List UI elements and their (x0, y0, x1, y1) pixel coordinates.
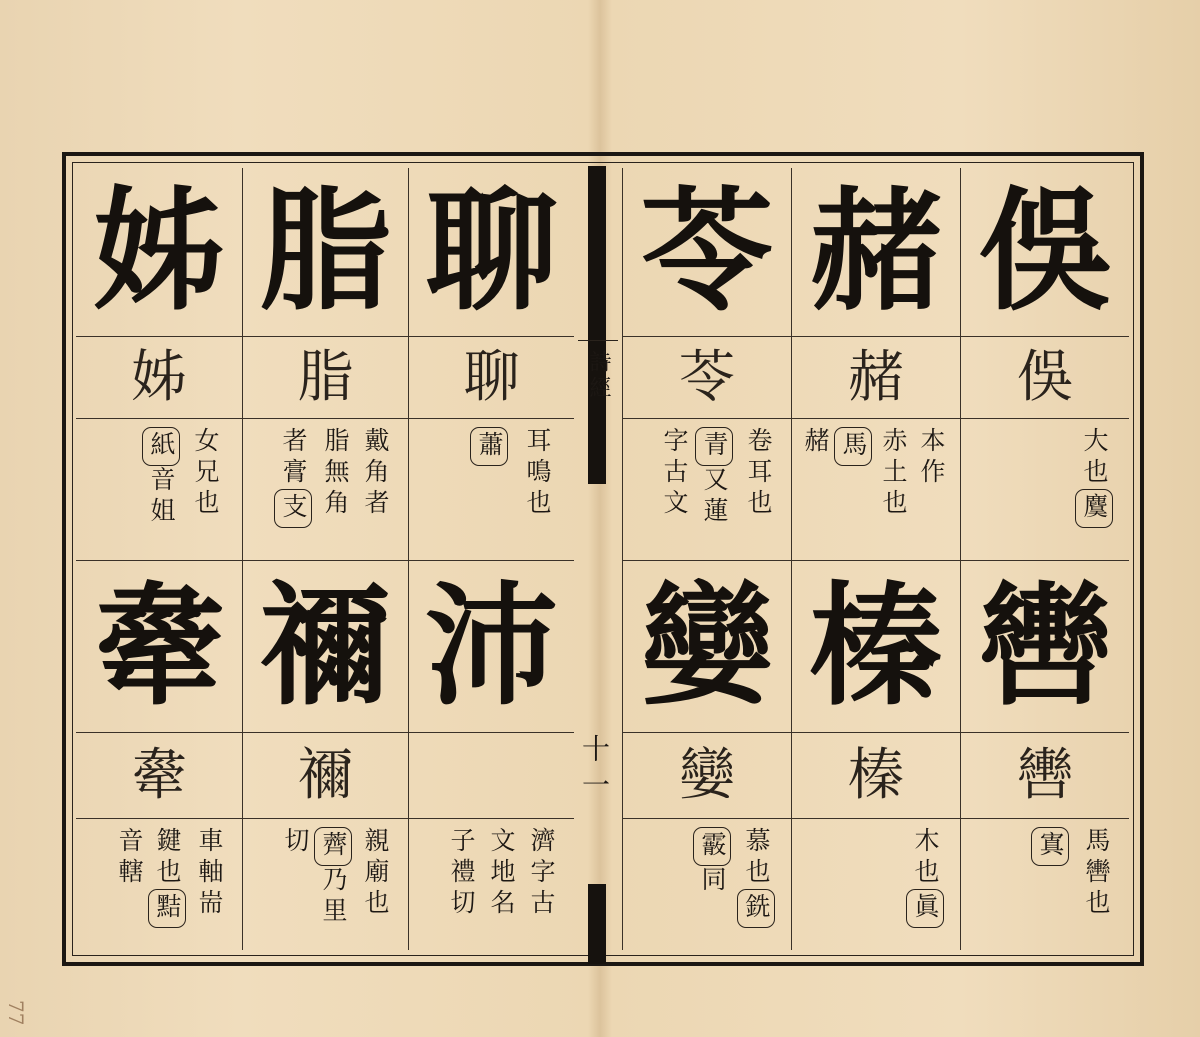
gloss-text: 本作 (917, 427, 946, 489)
gloss-text (470, 427, 508, 466)
seal-cell (242, 732, 408, 818)
headword: 舝 (93, 568, 225, 724)
gloss-text: 子禮切 (447, 827, 476, 920)
seal-cell (622, 336, 791, 418)
headword-cell (242, 168, 408, 336)
seal-script: 姊 (131, 344, 187, 410)
gloss-text: 鍵也黠 (148, 827, 186, 928)
gloss-text: 濟字古 (527, 827, 556, 920)
gloss-text: 脂無角 (321, 427, 350, 520)
rhyme-tag: 銑 (737, 889, 775, 928)
seal-script: 苓 (679, 344, 735, 410)
gloss-cell (622, 418, 791, 560)
seal-cell (408, 336, 574, 418)
rhyme-tag: 蕭 (470, 427, 508, 466)
rhyme-tag: 霰 (693, 827, 731, 866)
headword: 赭 (810, 174, 942, 329)
seal-script: 聊 (463, 344, 520, 410)
headword-cell (622, 560, 791, 732)
fold-black-bar-top (588, 166, 606, 484)
gloss-text: 音轄 (115, 827, 144, 889)
seal-cell (960, 732, 1129, 818)
headword: 俁 (979, 174, 1111, 329)
seal-script: 俁 (1017, 344, 1073, 410)
headword: 榛 (810, 568, 942, 724)
headword-cell (408, 168, 574, 336)
fold-marker (578, 340, 618, 341)
seal-script: 赭 (848, 344, 904, 410)
rhyme-tag: 麌 (1075, 489, 1113, 528)
rhyme-tag: 馬 (834, 427, 872, 466)
seal-cell (622, 732, 791, 818)
left-page (76, 168, 574, 950)
gloss-text: 戴角者 (361, 427, 390, 520)
headword-cell (960, 560, 1129, 732)
gloss-text: 馬轡也 (1082, 827, 1111, 920)
headword: 沛 (425, 568, 558, 724)
gloss-text: 木也眞 (906, 827, 944, 928)
gloss-text: 親廟也 (361, 827, 390, 920)
gloss-text: 者膏支 (274, 427, 312, 528)
headword-cell (791, 168, 960, 336)
gloss-cell (960, 818, 1129, 950)
seal-cell (76, 336, 242, 418)
gloss-text: 青又蓮 (695, 427, 733, 528)
book-title: 詩經 (586, 350, 611, 402)
headword-cell (960, 168, 1129, 336)
headword: 轡 (979, 568, 1111, 724)
headword: 孌 (641, 568, 773, 724)
fold-black-bar-bottom (588, 884, 606, 964)
rhyme-tag: 寘 (1031, 827, 1069, 866)
gloss-text (1031, 827, 1069, 866)
headword-cell (791, 560, 960, 732)
gloss-text: 大也麌 (1075, 427, 1113, 528)
gloss-cell (408, 418, 574, 560)
gloss-text: 霰同 (693, 827, 731, 897)
headword: 禰 (259, 568, 392, 724)
headword: 姊 (93, 174, 225, 329)
headword-cell (76, 560, 242, 732)
seal-script: 孌 (679, 742, 735, 808)
headword: 苓 (641, 174, 773, 329)
right-page (622, 168, 1129, 950)
gloss-text (834, 427, 872, 466)
gloss-text: 女兄也 (191, 427, 220, 520)
headword: 脂 (259, 174, 392, 329)
gloss-cell (408, 818, 574, 950)
gloss-cell (622, 818, 791, 950)
seal-cell (791, 336, 960, 418)
gloss-cell (791, 418, 960, 560)
seal-script: 脂 (297, 344, 354, 410)
seal-cell (408, 732, 574, 818)
seal-cell (791, 732, 960, 818)
rhyme-tag: 紙 (142, 427, 180, 466)
gloss-cell (76, 818, 242, 950)
headword-cell (242, 560, 408, 732)
page-number: 十一 (578, 734, 611, 806)
rhyme-tag: 薺 (314, 827, 352, 866)
seal-script: 轡 (1017, 742, 1073, 808)
gloss-text: 薺乃里 (314, 827, 352, 928)
seal-cell (242, 336, 408, 418)
gloss-text: 車軸耑 (195, 827, 224, 920)
rhyme-tag: 青 (695, 427, 733, 466)
gloss-text: 耳鳴也 (523, 427, 552, 520)
center-fold (578, 154, 620, 964)
headword: 聊 (425, 174, 558, 329)
gloss-cell (242, 418, 408, 560)
margin-mark: 77 (4, 1000, 28, 1026)
gloss-text: 赭 (801, 427, 830, 458)
headword-cell (408, 560, 574, 732)
headword-cell (622, 168, 791, 336)
gloss-cell (791, 818, 960, 950)
rhyme-tag: 眞 (906, 889, 944, 928)
gloss-text: 赤土也 (879, 427, 908, 520)
gloss-text: 字古文 (660, 427, 689, 520)
seal-cell (76, 732, 242, 818)
seal-script: 舝 (131, 742, 187, 808)
gloss-cell (960, 418, 1129, 560)
gloss-text: 紙音姐 (142, 427, 180, 528)
rhyme-tag: 支 (274, 489, 312, 528)
gloss-text: 切 (281, 827, 310, 858)
gloss-text: 卷耳也 (744, 427, 773, 520)
gloss-text: 慕也銑 (737, 827, 775, 928)
gloss-text: 文地名 (487, 827, 516, 920)
seal-cell (960, 336, 1129, 418)
seal-script: 榛 (848, 742, 904, 808)
gloss-cell (76, 418, 242, 560)
gloss-cell (242, 818, 408, 950)
seal-script: 禰 (297, 742, 354, 808)
headword-cell (76, 168, 242, 336)
rhyme-tag: 黠 (148, 889, 186, 928)
